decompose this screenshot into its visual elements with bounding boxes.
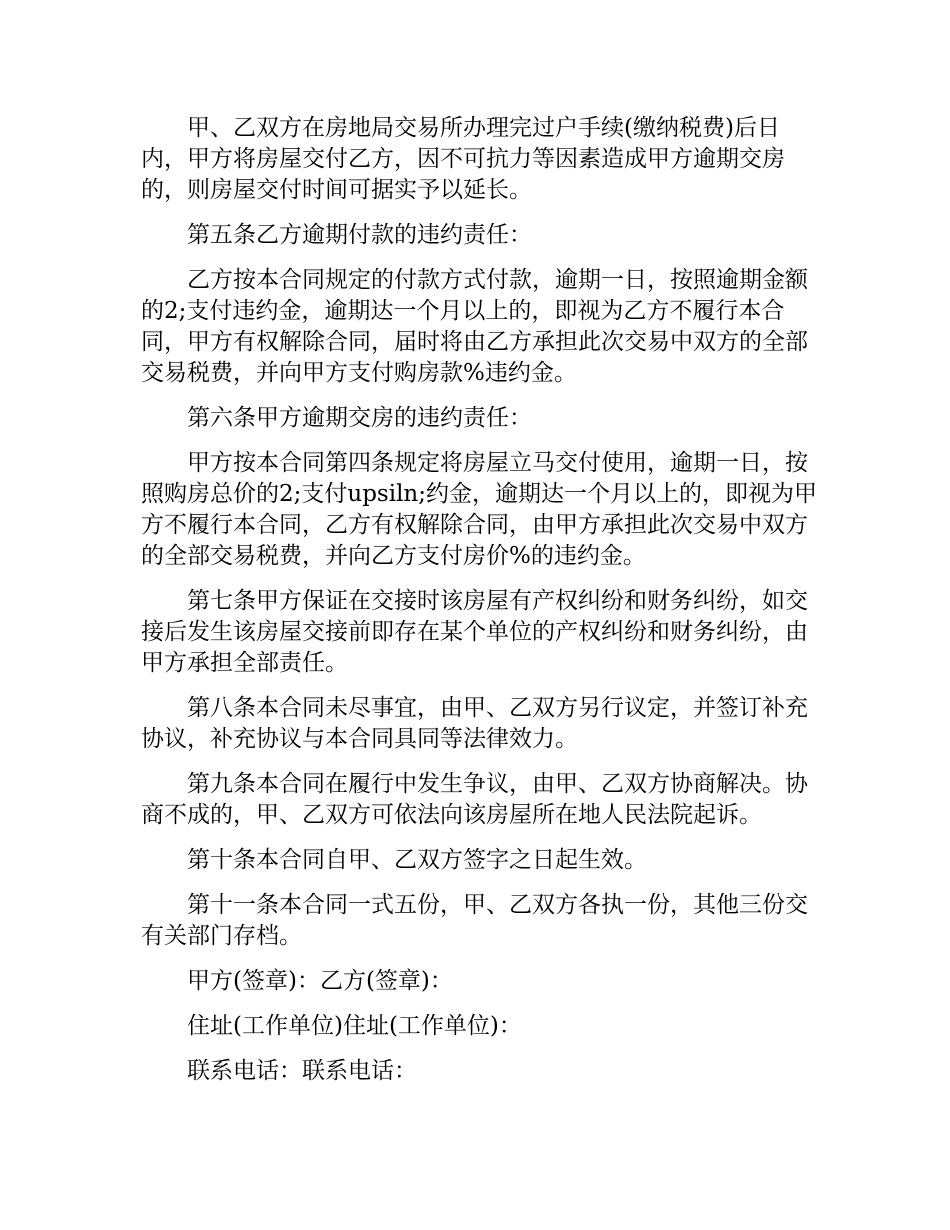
article-6-body: 甲方按本合同第四条规定将房屋立马交付使用，逾期一日，按照购房总价的2;支付upsiln;约金，逾期达一个月以上的，即视为甲方不履行本合同，乙方有权解除合同，由甲方承担此次交易中双方的全部交易税费，并向乙方支付房价%的违约金。 [141,450,817,569]
address-line: 住址(工作单位)住址(工作单位)： [187,1013,522,1039]
article-9: 第九条本合同在履行中发生争议，由甲、乙双方协商解决。协商不成的，甲、乙双方可依法向该房屋所在地人民法院起诉。 [141,771,808,828]
article-8: 第八条本合同未尽事宜，由甲、乙双方另行议定，并签订补充协议，补充协议与本合同具同等法律效力。 [141,695,808,752]
document-page [141,113,821,1101]
article-6-heading: 第六条甲方逾期交房的违约责任： [187,405,532,431]
article-7: 第七条甲方保证在交接时该房屋有产权纠纷和财务纠纷，如交接后发生该房屋交接前即存在某个单位的产权纠纷和财务纠纷，由甲方承担全部责任。 [141,588,808,676]
phone-line: 联系电话：联系电话： [187,1058,417,1084]
article-5-body: 乙方按本合同规定的付款方式付款，逾期一日，按照逾期金额的2;支付违约金，逾期达一个月以上的，即视为乙方不履行本合同，甲方有权解除合同，届时将由乙方承担此次交易中双方的全部交易税费，并向甲方支付购房款%违约金。 [141,267,808,386]
signature-line: 甲方(签章)：乙方(签章)： [187,968,453,994]
article-11: 第十一条本合同一式五份，甲、乙双方各执一份，其他三份交有关部门存档。 [141,892,808,949]
article-10: 第十条本合同自甲、乙双方签字之日起生效。 [187,847,647,873]
paragraph-delivery-terms: 甲、乙双方在房地局交易所办理完过户手续(缴纳税费)后日内，甲方将房屋交付乙方，因不可抗力等因素造成甲方逾期交房的，则房屋交付时间可据实予以延长。 [141,115,785,203]
article-5-heading: 第五条乙方逾期付款的违约责任： [187,222,532,248]
